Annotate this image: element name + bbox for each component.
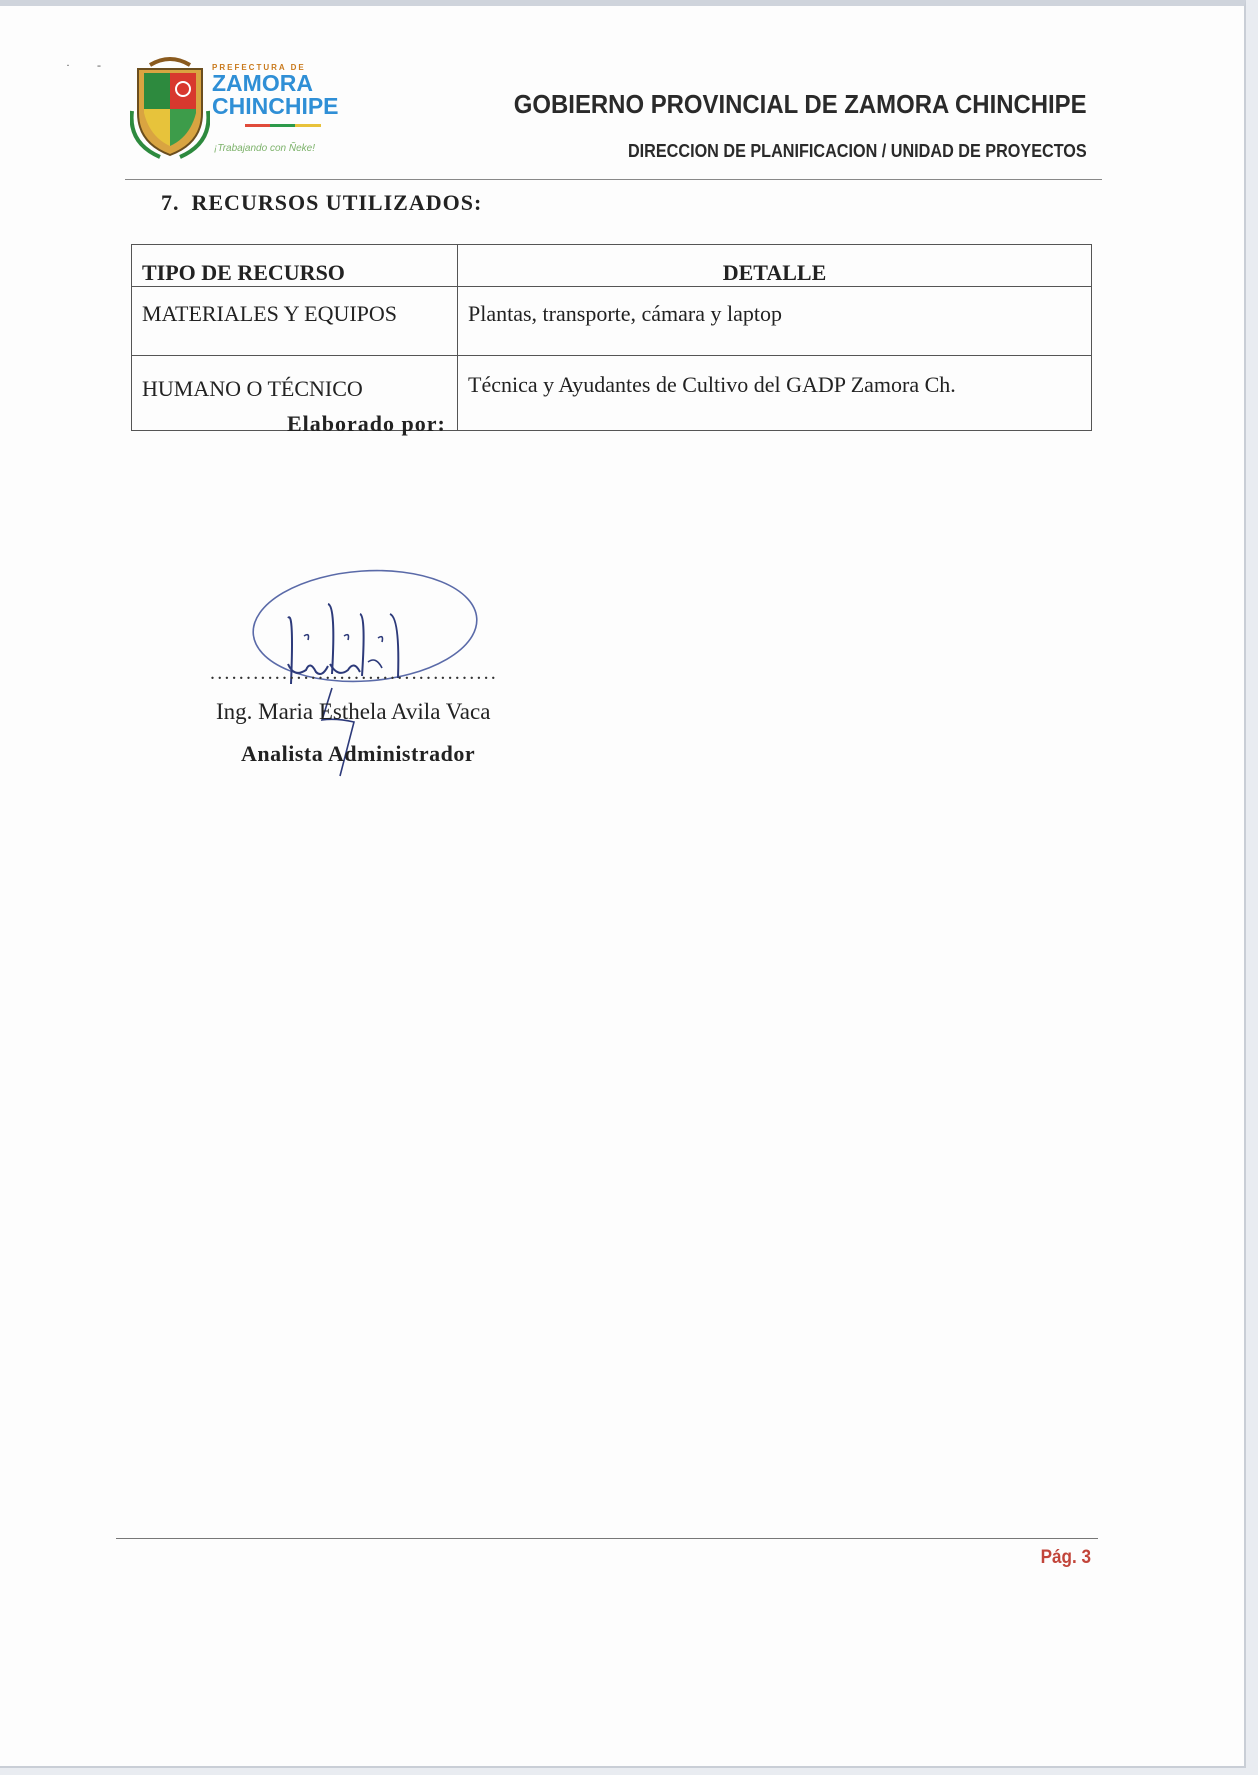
elaborated-by-label: Elaborado por:	[287, 411, 446, 436]
table-row	[132, 287, 1092, 356]
column-header-type: TIPO DE RECURSO	[132, 245, 458, 287]
document-header-title: GOBIERNO PROVINCIAL DE ZAMORA CHINCHIPE	[514, 89, 1087, 119]
scan-specks: · -	[66, 58, 113, 72]
resource-type-cell: MATERIALES Y EQUIPOS	[132, 287, 458, 356]
document-header-subtitle: DIRECCION DE PLANIFICACION / UNIDAD DE PROYECTOS	[628, 141, 1087, 161]
signer-name: Ing. Maria Esthela Avila Vaca	[216, 699, 491, 724]
logo-tagline: ¡Trabajando con Ñeke!	[214, 143, 315, 154]
logo-prefix: PREFECTURA DE	[212, 63, 306, 72]
section-heading	[161, 190, 482, 216]
signature-line: ........................................	[210, 662, 498, 684]
logo-name-line2: CHINCHIPE	[212, 93, 339, 119]
signer-role: Analista Administrador	[241, 741, 476, 766]
logo-color-bar	[245, 124, 321, 127]
page-number: Pág. 3	[1040, 1547, 1091, 1568]
resource-detail-cell: Plantas, transporte, cámara y laptop	[458, 287, 1092, 356]
prefectura-logo	[130, 51, 360, 163]
table-header-row	[132, 245, 1092, 287]
footer-divider	[116, 1538, 1098, 1539]
section-number: 7.	[161, 190, 180, 215]
resources-table	[131, 244, 1092, 431]
resource-detail-cell: Técnica y Ayudantes de Cultivo del GADP Zamora Ch.	[458, 356, 1092, 431]
column-header-detail: DETALLE	[458, 245, 1092, 287]
table-row	[132, 356, 1092, 431]
header-divider	[125, 179, 1102, 180]
coat-of-arms-icon	[130, 51, 210, 161]
resource-type-cell: HUMANO O TÉCNICO	[132, 356, 458, 431]
section-title: RECURSOS UTILIZADOS:	[191, 190, 483, 215]
logo-name-line1: ZAMORA	[212, 70, 313, 96]
